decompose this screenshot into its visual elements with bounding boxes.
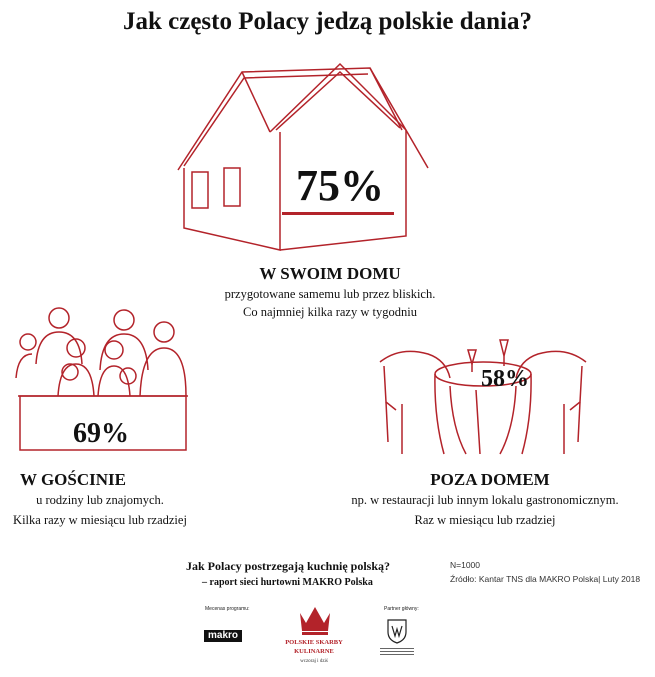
guest-percent: 69% (73, 418, 129, 449)
sponsor-caption: Mecenas programu: (205, 606, 250, 612)
crown-logo-icon (296, 603, 334, 635)
guest-line2: Kilka razy w miesiącu lub rzadziej (13, 513, 187, 527)
home-percent: 75% (296, 161, 384, 210)
page-title: Jak często Polacy jedzą polskie dania? (122, 8, 532, 35)
partner-caption: Partner główny: (384, 606, 419, 612)
partner-fine-print (380, 646, 414, 656)
home-underline (282, 212, 394, 215)
logo-line2: KULINARNE (294, 648, 334, 655)
report-subtitle: – raport sieci hurtowni MAKRO Polska (202, 577, 373, 588)
away-line2: Raz w miesiącu lub rzadziej (414, 513, 556, 527)
sample-size: N=1000 (450, 560, 481, 570)
away-line1: np. w restauracji lub innym lokalu gastronomicznym. (351, 493, 619, 507)
logo-line3: wczoraj i dziś (300, 659, 328, 664)
guest-caption: W GOŚCINIE (20, 470, 126, 489)
report-title: Jak Polacy postrzegają kuchnię polską? (186, 559, 391, 573)
away-caption: POZA DOMEM (430, 470, 550, 489)
restaurant-table-illustration (376, 332, 590, 458)
away-percent: 58% (481, 366, 529, 392)
source-note: Źródło: Kantar TNS dla MAKRO Polska| Luty 2018 (450, 574, 641, 584)
home-caption: W SWOIM DOMU (259, 264, 401, 283)
makro-logo: makro (204, 630, 242, 642)
home-line2: Co najmniej kilka razy w tygodniu (243, 305, 417, 319)
home-line1: przygotowane samemu lub przez bliskich. (224, 287, 436, 301)
logo-line1: POLSKIE SKARBY (285, 639, 343, 646)
guest-line1: u rodziny lub znajomych. (36, 493, 164, 507)
partner-crest-icon (386, 618, 408, 644)
